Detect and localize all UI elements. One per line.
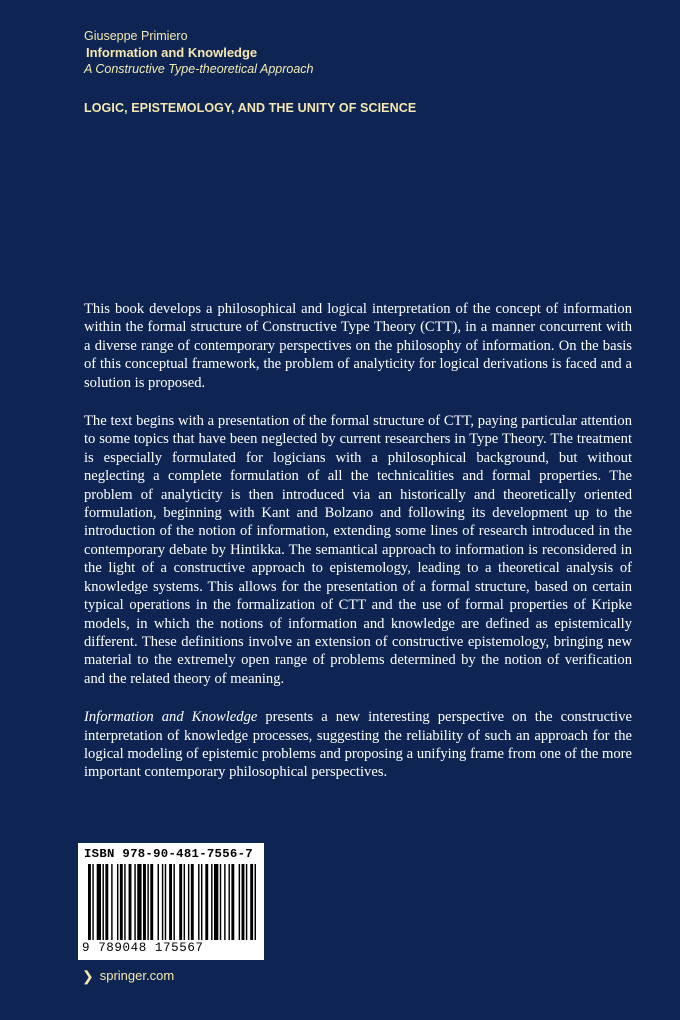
barcode-label	[78, 843, 264, 960]
book-header	[84, 28, 314, 78]
barcode-bar	[92, 864, 93, 940]
barcode-bar	[231, 864, 234, 940]
barcode-bar	[179, 864, 182, 940]
chevron-right-icon: ❯	[82, 967, 94, 984]
barcode-bar	[211, 864, 212, 940]
blurb-paragraph-2: The text begins with a presentation of the formal structure of CTT, paying particular attention to some topics that have been neglected by current researchers in Type Theory. The treatment is especially formulated for logicians with a philosophical background, but without neglecting a complete formulation of all the technicalities and formal properties. The problem of analyticity is then introduced via an historically and theoretically oriented formulation, beginning with Kant and Bolzano and following its development up to the introduction of the notion of information, extending some lines of research introduced in the contemporary debate by Hintikka. The semantical approach to information is reconsidered in the light of a constructive approach to epistemology, leading to a theoretical analysis of knowledge systems. This allows for the presentation of a formal structure, based on certain typical operations in the formalization of CTT and the use of formal properties of Kripke models, in which the notions of information and knowledge are defined as epistemically different. These definitions involve an extension of constructive epistemology, bringing new material to the extremely open range of problems determined by the notion of verification and the related theory of meaning.	[84, 413, 632, 687]
publisher-url: springer.com	[99, 968, 175, 983]
barcode-bar	[165, 864, 166, 940]
barcode-bar	[239, 864, 240, 940]
barcode-bar	[105, 864, 108, 940]
barcode-bar	[224, 864, 225, 940]
barcode-bar	[117, 864, 118, 940]
barcode-bar	[150, 864, 153, 940]
barcode-bar	[129, 864, 132, 940]
barcode-bar	[184, 864, 185, 940]
barcode-bar	[228, 864, 229, 940]
barcode-bar	[124, 864, 125, 940]
author-name: Giuseppe Primiero	[84, 29, 188, 43]
barcode-bar	[173, 864, 174, 940]
barcode-bar	[220, 864, 221, 940]
barcode-bar	[242, 864, 245, 940]
blurb-paragraph-1: This book develops a philosophical and logical interpretation of the concept of information within the formal structure of Constructive Type Theory (CTT), in a manner concurrent with a diverse range of contemporary perspectives on the philosophy of information. On the basis of this conceptual framework, the problem of analyticity for logical derivations is faced and a solution is proposed.	[84, 301, 632, 391]
barcode-bar	[158, 864, 159, 940]
blurb	[84, 300, 632, 802]
barcode-bar	[246, 864, 247, 940]
barcode-bar	[111, 864, 112, 940]
barcode-bar	[191, 864, 194, 940]
blurb-paragraph-3-text: presents a new interesting perspective on the constructive interpretation of knowledge processes, suggesting the reliability of such an approach for the logical modeling of epistemic problems and proposing a unifying frame from one of the more important contemporary philosophical perspectives.	[84, 709, 632, 781]
publisher-link[interactable]	[82, 968, 174, 983]
book-title: Information and Knowledge	[86, 45, 258, 60]
barcode-bar	[97, 864, 101, 940]
barcode-bar	[102, 864, 103, 940]
barcode-bar	[137, 864, 141, 940]
barcode-bar	[88, 864, 91, 940]
barcode-bar	[169, 864, 172, 940]
isbn-text: ISBN 978-90-481-7556-7	[84, 847, 253, 861]
ean-digits: 9 789048 175567	[82, 941, 204, 955]
barcode-bar	[201, 864, 202, 940]
barcode-bar	[120, 864, 123, 940]
barcode-bar	[214, 864, 218, 940]
barcode-bar	[250, 864, 253, 940]
barcode-bar	[255, 864, 256, 940]
barcode-icon	[88, 864, 256, 940]
barcode-bar	[147, 864, 148, 940]
blurb-paragraph-3	[84, 708, 632, 782]
series-name: LOGIC, EPISTEMOLOGY, AND THE UNITY OF SCIENCE	[84, 101, 417, 115]
barcode-bar	[143, 864, 146, 940]
barcode-bar	[162, 864, 163, 940]
barcode-bar	[198, 864, 199, 940]
barcode-bar	[134, 864, 135, 940]
book-subtitle: A Constructive Type-theoretical Approach	[84, 62, 314, 76]
blurb-book-title: Information and Knowledge	[84, 709, 258, 726]
barcode-bar	[205, 864, 208, 940]
barcode-bar	[188, 864, 189, 940]
